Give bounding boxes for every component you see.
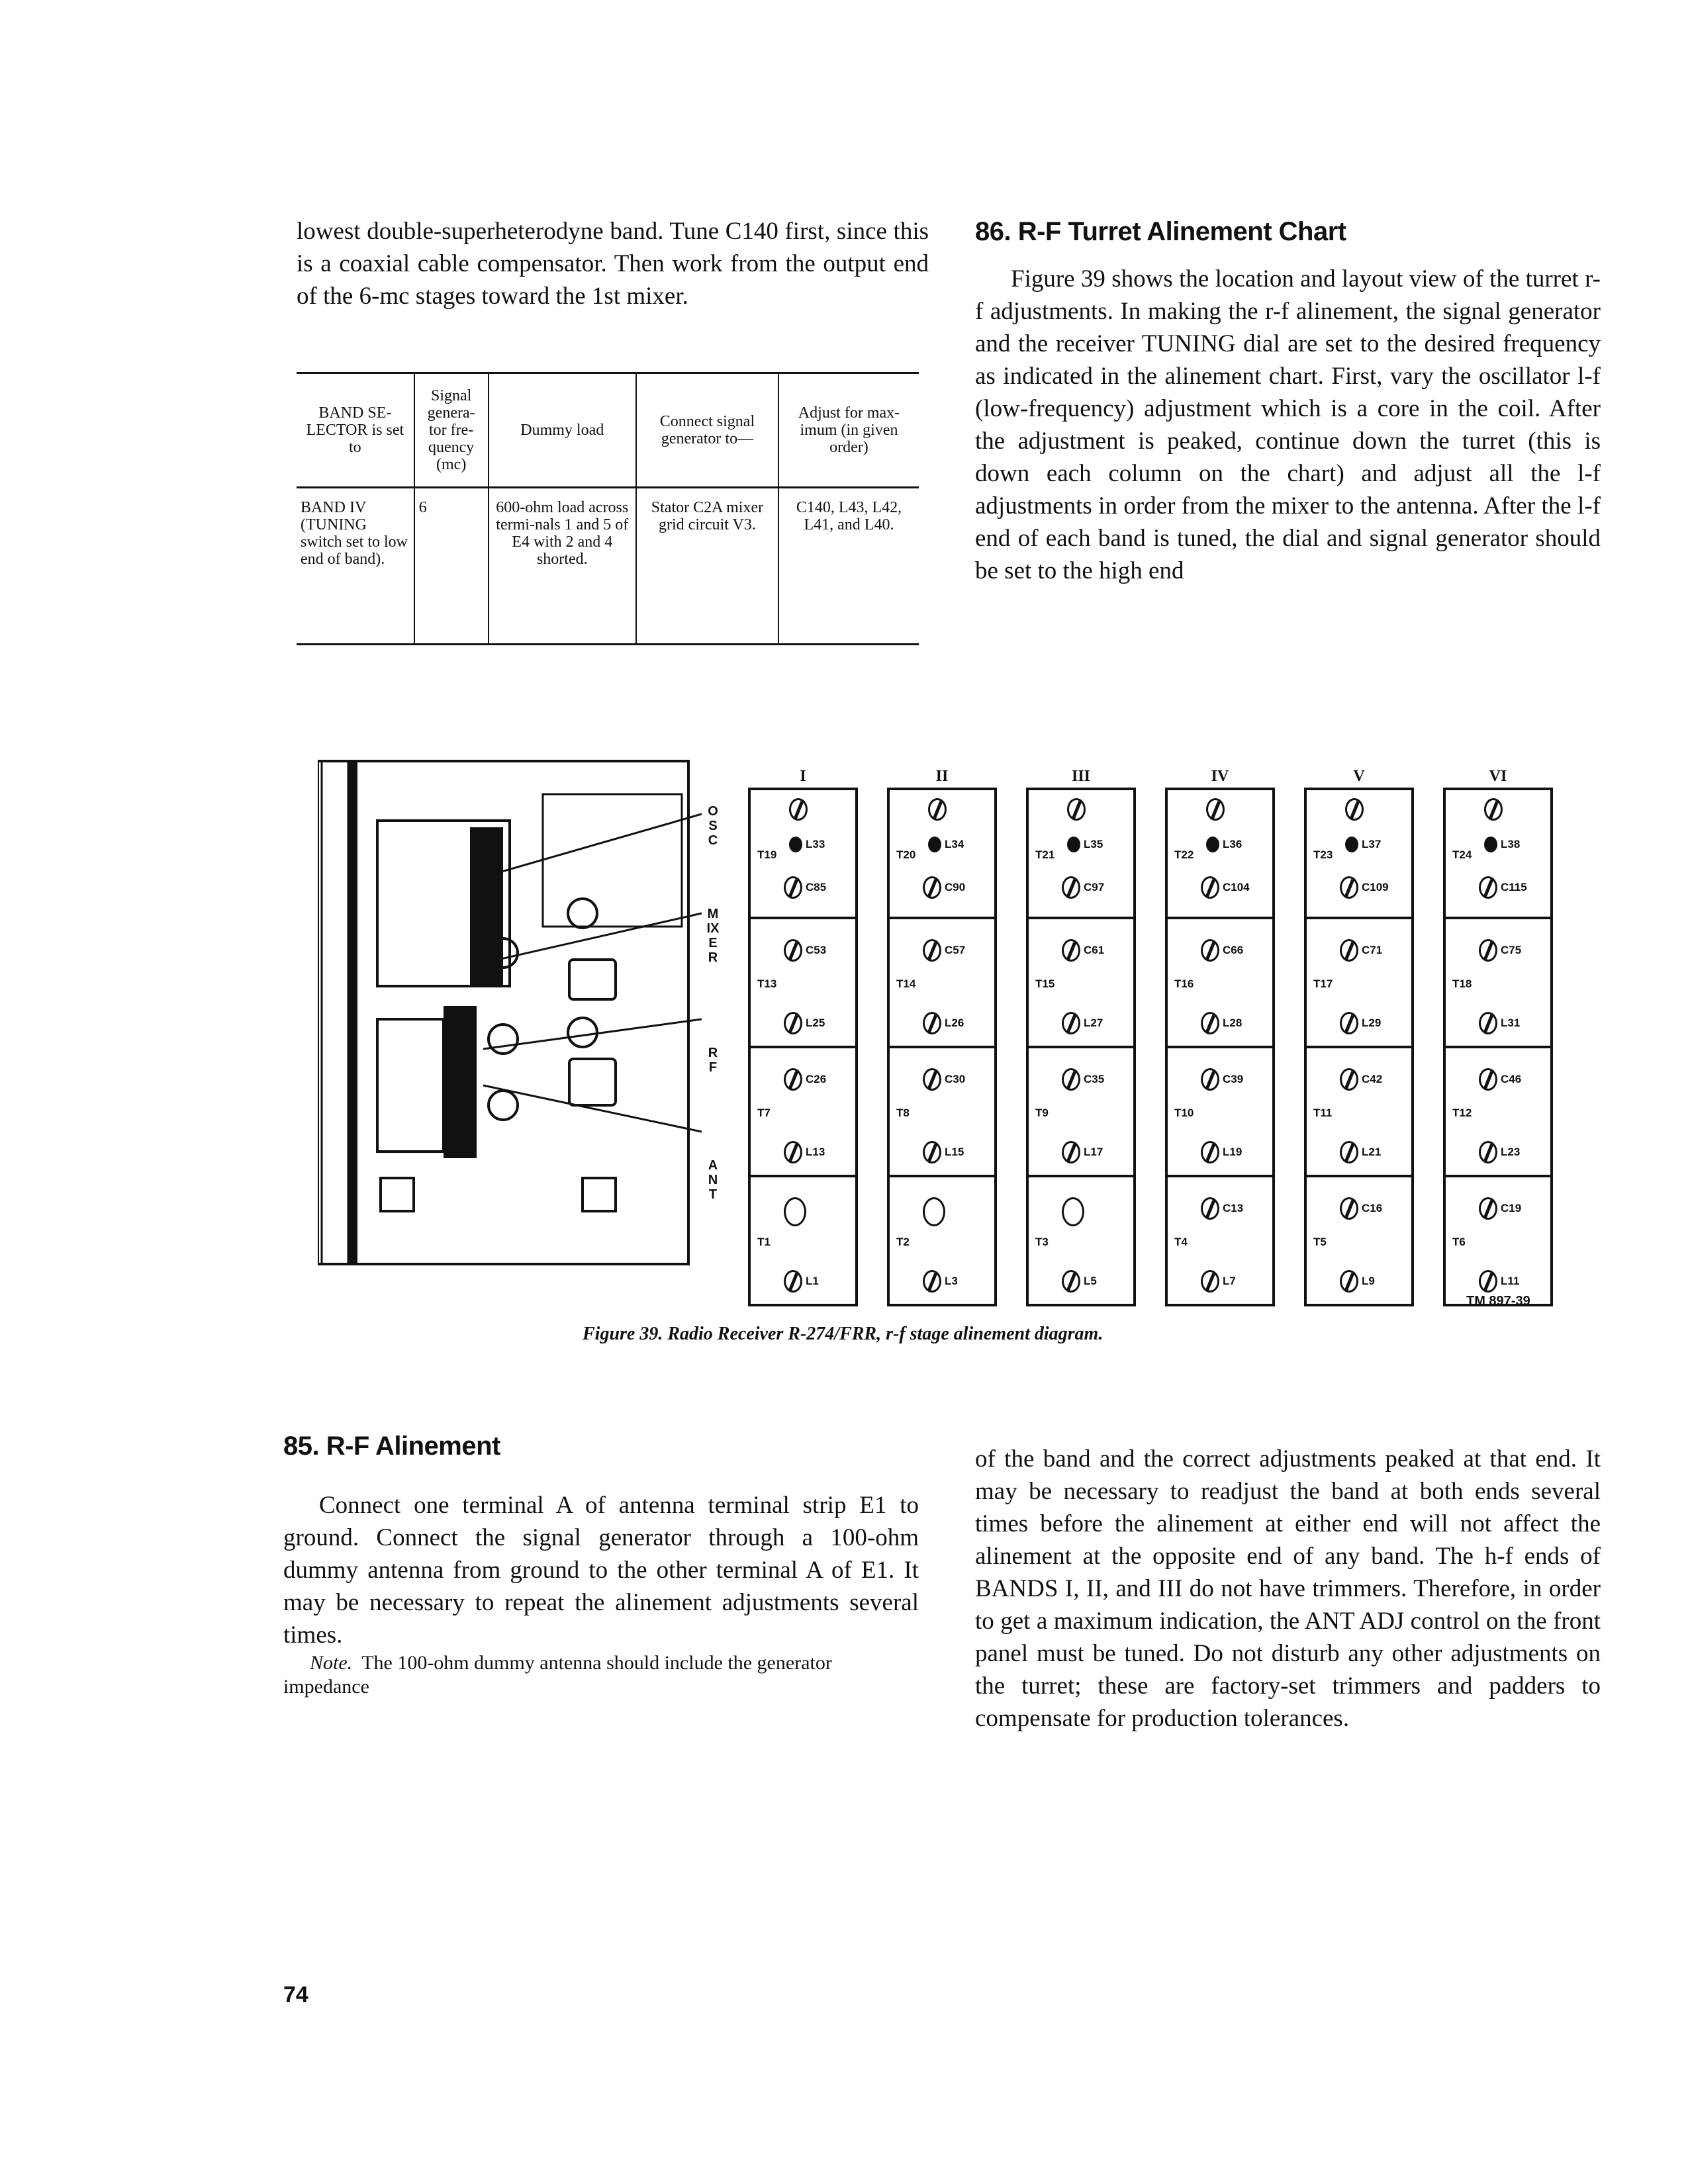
stage-box: [1165, 788, 1275, 919]
adjustment-point: [1201, 1197, 1243, 1220]
adjustment-point: [784, 876, 826, 899]
can-1: [569, 960, 616, 999]
adjustment-point: [1345, 798, 1364, 821]
alignment-table: [297, 372, 919, 645]
component-label: C13: [1223, 1202, 1244, 1214]
adjustment-screw-icon: [1340, 1197, 1358, 1220]
adjustment-point: [1340, 876, 1389, 899]
adjustment-screw-icon: [1340, 1270, 1358, 1293]
note-label: Note.: [310, 1652, 353, 1674]
adjustment-screw-icon: [928, 798, 947, 821]
adjustment-point: [1484, 798, 1503, 821]
transformer-label: T21: [1035, 848, 1055, 861]
header-signal-frequency: Signal genera-tor fre-quency (mc): [414, 373, 489, 488]
component-label: L7: [1223, 1275, 1236, 1287]
cell-frequency: 6: [414, 488, 489, 645]
table-header-row: [297, 373, 919, 488]
component-label: L36: [1223, 838, 1243, 850]
adjustment-screw-icon: [1201, 939, 1219, 962]
component-label: C46: [1501, 1073, 1522, 1085]
adjustment-point: [789, 837, 825, 852]
adjustment-point: [784, 1197, 806, 1226]
adjustment-point: [1484, 837, 1520, 852]
transformer-label: T9: [1035, 1107, 1049, 1119]
stage-box: [1165, 919, 1275, 1048]
transformer-label: T17: [1313, 978, 1333, 990]
adjustment-point: [1201, 939, 1243, 962]
adjustment-screw-icon: [1479, 876, 1497, 899]
mixer-leader-line: [483, 913, 702, 963]
component-label: L26: [945, 1017, 964, 1029]
band-column: [1304, 768, 1414, 1306]
component-label: L29: [1362, 1017, 1382, 1029]
adjustment-screw-icon: [1484, 837, 1497, 852]
adjustment-screw-icon: [1340, 939, 1358, 962]
band-column: [1026, 768, 1136, 1306]
adjustment-screw-icon: [923, 1141, 941, 1163]
cell-band-selector: BAND IV (TUNING switch set to low end of band).: [301, 499, 408, 568]
transformer-label: T1: [757, 1236, 771, 1248]
label-osc: OSC: [708, 804, 718, 848]
adjustment-point: [923, 939, 965, 962]
adjustment-point: [1062, 876, 1104, 899]
adjustment-screw-icon: [1201, 1270, 1219, 1293]
section-86-heading: 86. R-F Turret Alinement Chart: [975, 217, 1346, 246]
transformer-label: T14: [896, 978, 916, 990]
component-label: L38: [1501, 838, 1521, 850]
component-label: C115: [1501, 881, 1527, 893]
component-label: C53: [806, 944, 827, 956]
adjustment-screw-icon: [1340, 1141, 1358, 1163]
adjustment-point: [923, 1141, 964, 1163]
component-label: L31: [1501, 1017, 1521, 1029]
can-2: [569, 1059, 616, 1105]
section-86-paragraph: Figure 39 shows the location and layout view of the turret r-f adjustments. In making the r-f alinement, the signal generator and the receiver TUNING dial are set to the desired frequency as indicated in the alinement chart. First, vary the oscillator l-f (low-frequency) adjustment which is a core in the coil. After the adjustment is peaked, continue down the turret (this is down each column on the chart) and adjust all the l-f adjustments in order from the mixer to the antenna. After the l-f end of each band is tuned, the dial and signal generator should be set to the high end: [975, 265, 1601, 584]
stage-box: [748, 1048, 858, 1177]
component-label: C57: [945, 944, 966, 956]
adjustment-screw-icon: [1345, 837, 1358, 852]
adjustment-screw-icon: [1062, 1068, 1080, 1091]
stage-box: [1304, 919, 1414, 1048]
adjustment-point: [784, 1270, 819, 1293]
stage-box: [1165, 1177, 1275, 1306]
continued-paragraph: lowest double-superheterodyne band. Tune C140 first, since this is a coaxial cable compensator. Then work from the output end of the 6-mc stages toward the 1st mixer.: [297, 218, 929, 310]
figure-39: [291, 741, 1589, 1297]
adjustment-screw-icon: [1201, 1012, 1219, 1034]
tm-identifier: TM 897-39: [1466, 1294, 1530, 1308]
adjustment-screw-icon: [1067, 837, 1080, 852]
component-label: L13: [806, 1146, 825, 1158]
transformer-label: T4: [1174, 1236, 1188, 1248]
component-label: L27: [1084, 1017, 1103, 1029]
header-dummy-load: Dummy load: [489, 373, 636, 488]
stage-box: [1026, 1177, 1136, 1306]
label-rf: RF: [708, 1046, 718, 1075]
stage-box: [887, 788, 997, 919]
adjustment-point: [1340, 939, 1382, 962]
transformer-label: T15: [1035, 978, 1055, 990]
transformer-label: T12: [1452, 1107, 1472, 1119]
connector-1: [381, 1178, 414, 1211]
adjustment-point: [928, 798, 947, 821]
component-label: C26: [806, 1073, 827, 1085]
band-numeral: II: [935, 768, 949, 785]
stage-box: [1165, 1048, 1275, 1177]
adjustment-screw-icon: [923, 1270, 941, 1293]
transformer-label: T3: [1035, 1236, 1049, 1248]
adjustment-screw-icon: [923, 1012, 941, 1034]
transformer-label: T24: [1452, 848, 1472, 861]
stage-box: [887, 1048, 997, 1177]
adjustment-screw-icon: [784, 1068, 802, 1091]
stage-box: [1304, 1048, 1414, 1177]
component-label: L17: [1084, 1146, 1103, 1158]
component-label: L5: [1084, 1275, 1097, 1287]
adjustment-point: [784, 939, 826, 962]
rf-ant-board: [377, 1019, 444, 1152]
band-column: [1443, 768, 1553, 1306]
component-label: L11: [1501, 1275, 1520, 1287]
stage-box: [1443, 788, 1553, 919]
transformer-label: T19: [757, 848, 777, 861]
transformer-label: T20: [896, 848, 916, 861]
chassis-rail-shadow: [348, 761, 357, 1264]
adjustment-screw-icon: [923, 876, 941, 899]
adjustment-screw-icon: [1201, 1141, 1219, 1163]
transformer-label: T22: [1174, 848, 1194, 861]
adjustment-screw-icon: [1206, 798, 1225, 821]
adjustment-point: [1479, 1141, 1520, 1163]
adjustment-screw-icon: [928, 837, 941, 852]
adjustment-point: [784, 1012, 825, 1034]
adjustment-screw-icon: [1484, 798, 1503, 821]
transformer-label: T10: [1174, 1107, 1194, 1119]
adjustment-point: [1062, 1197, 1084, 1226]
receiver-chassis-illustration: [318, 754, 702, 1271]
rf-board-shadow: [444, 1006, 477, 1158]
adjustment-screw-icon: [1206, 837, 1219, 852]
section-85: [283, 1430, 919, 1699]
adjustment-screw-icon: [784, 876, 802, 899]
transformer-label: T2: [896, 1236, 910, 1248]
transformer-label: T18: [1452, 978, 1472, 990]
cell-dummy-load: 600-ohm load across termi-nals 1 and 5 of E4 with 2 and 4 shorted.: [489, 488, 636, 645]
band-column: [748, 768, 858, 1306]
component-label: L3: [945, 1275, 958, 1287]
label-ant: ANT: [708, 1158, 718, 1202]
adjustment-point: [1201, 1012, 1242, 1034]
component-label: C16: [1362, 1202, 1383, 1214]
stage-box: [748, 1177, 858, 1306]
component-label: L15: [945, 1146, 964, 1158]
adjustment-point: [1340, 1012, 1381, 1034]
component-label: C75: [1501, 944, 1522, 956]
adjustment-screw-icon: [923, 939, 941, 962]
transformer-label: T23: [1313, 848, 1333, 861]
adjustment-point: [1479, 1012, 1520, 1034]
adjustment-point: [1062, 939, 1104, 962]
component-label: C109: [1362, 881, 1389, 893]
component-label: C35: [1084, 1073, 1105, 1085]
label-mixer: MIXER: [706, 907, 720, 965]
component-label: C85: [806, 881, 827, 893]
note-text: The 100-ohm dummy antenna should include the generator impedance: [283, 1652, 832, 1698]
adjustment-screw-icon: [1201, 1068, 1219, 1091]
page-number: 74: [283, 1982, 308, 2007]
band-numeral: VI: [1489, 768, 1507, 785]
adjustment-screw-icon: [1062, 1197, 1084, 1226]
adjustment-screw-icon: [923, 1197, 945, 1226]
band-numeral: V: [1353, 768, 1365, 785]
osc-leader-line: [483, 814, 702, 877]
header-connect-signal: Connect signal generator to—: [636, 373, 778, 488]
adjustment-screw-icon: [789, 798, 808, 821]
adjustment-point: [1201, 876, 1250, 899]
adjustment-point: [1201, 1141, 1242, 1163]
adjustment-point: [923, 1270, 958, 1293]
adjustment-point: [1062, 1068, 1104, 1091]
adjustment-screw-icon: [1201, 876, 1219, 899]
adjustment-point: [1479, 1270, 1519, 1293]
adjustment-screw-icon: [1062, 939, 1080, 962]
component-label: L23: [1501, 1146, 1521, 1158]
component-label: L37: [1362, 838, 1382, 850]
adjustment-screw-icon: [1479, 1197, 1497, 1220]
adjustment-screw-icon: [1479, 1141, 1497, 1163]
tube-socket-1: [568, 899, 597, 928]
tube-socket-5: [489, 1091, 518, 1120]
transformer-label: T16: [1174, 978, 1194, 990]
adjustment-screw-icon: [784, 939, 802, 962]
band-numeral: III: [1071, 768, 1091, 785]
adjustment-point: [923, 1068, 965, 1091]
section-86: [975, 215, 1601, 587]
adjustment-screw-icon: [784, 1141, 802, 1163]
component-label: C19: [1501, 1202, 1522, 1214]
adjustment-screw-icon: [1340, 876, 1358, 899]
adjustment-screw-icon: [784, 1012, 802, 1034]
adjustment-screw-icon: [1062, 1012, 1080, 1034]
adjustment-screw-icon: [1062, 1141, 1080, 1163]
adjustment-point: [1340, 1068, 1382, 1091]
adjustment-point: [1201, 1270, 1236, 1293]
adjustment-screw-icon: [784, 1270, 802, 1293]
stage-box: [1026, 919, 1136, 1048]
adjustment-screw-icon: [1201, 1197, 1219, 1220]
adjustment-screw-icon: [1479, 1012, 1497, 1034]
stage-box: [1026, 788, 1136, 919]
table-row: [297, 488, 919, 645]
component-label: C66: [1223, 944, 1244, 956]
component-label: C104: [1223, 881, 1250, 893]
shield-cover: [543, 794, 682, 927]
adjustment-point: [1067, 798, 1086, 821]
adjustment-point: [784, 1141, 825, 1163]
adjustment-screw-icon: [1479, 939, 1497, 962]
tube-socket-3: [568, 1018, 597, 1047]
adjustment-screw-icon: [1340, 1012, 1358, 1034]
adjustment-screw-icon: [1062, 1270, 1080, 1293]
chassis-rail: [322, 761, 348, 1264]
stage-box: [1304, 1177, 1414, 1306]
band-column: [1165, 768, 1275, 1306]
component-label: L34: [945, 838, 964, 850]
adjustment-point: [1340, 1270, 1375, 1293]
stage-box: [887, 1177, 997, 1306]
header-band-selector: BAND SE-LECTOR is set to: [297, 373, 414, 488]
cell-connect-to: Stator C2A mixer grid circuit V3.: [636, 488, 778, 645]
section-85-heading: 85. R-F Alinement: [283, 1432, 500, 1461]
top-left-column: [297, 215, 929, 312]
adjustment-point: [928, 837, 964, 852]
stage-box: [887, 919, 997, 1048]
adjustment-point: [923, 876, 965, 899]
cell-adjust-order: C140, L43, L42, L41, and L40.: [778, 488, 919, 645]
component-label: C39: [1223, 1073, 1244, 1085]
adjustment-point: [923, 1012, 964, 1034]
adjustment-point: [789, 798, 808, 821]
tube-socket-4: [489, 1024, 518, 1054]
adjustment-screw-icon: [1340, 1068, 1358, 1091]
stage-box: [1443, 1048, 1553, 1177]
adjustment-point: [1206, 798, 1225, 821]
component-label: C90: [945, 881, 966, 893]
adjustment-point: [1206, 837, 1242, 852]
component-label: L28: [1223, 1017, 1243, 1029]
component-label: C61: [1084, 944, 1105, 956]
component-label: L19: [1223, 1146, 1243, 1158]
header-adjust-for-max: Adjust for max-imum (in given order): [778, 373, 919, 488]
transformer-label: T7: [757, 1107, 771, 1119]
adjustment-screw-icon: [789, 837, 802, 852]
stage-box: [1443, 919, 1553, 1048]
band-column: [887, 768, 997, 1306]
adjustment-screw-icon: [1479, 1270, 1497, 1293]
component-label: C30: [945, 1073, 966, 1085]
component-label: C42: [1362, 1073, 1383, 1085]
adjustment-point: [1345, 837, 1381, 852]
component-label: L1: [806, 1275, 819, 1287]
stage-box: [1026, 1048, 1136, 1177]
adjustment-screw-icon: [1062, 876, 1080, 899]
transformer-label: T11: [1313, 1107, 1333, 1119]
stage-box: [1304, 788, 1414, 919]
adjustment-point: [1067, 837, 1103, 852]
adjustment-point: [1062, 1141, 1103, 1163]
adjustment-screw-icon: [923, 1068, 941, 1091]
stage-box: [748, 919, 858, 1048]
figure-caption: Figure 39. Radio Receiver R-274/FRR, r-f stage alinement diagram.: [583, 1324, 1103, 1344]
stage-box: [748, 788, 858, 919]
adjustment-point: [1479, 939, 1521, 962]
adjustment-screw-icon: [1067, 798, 1086, 821]
adjustment-point: [1062, 1012, 1103, 1034]
section-85-paragraph: Connect one terminal A of antenna terminal strip E1 to ground. Connect the signal generator through a 100-ohm dummy antenna from ground to the other terminal A of E1. It may be necessary to repeat the alinement adjustments several times.: [283, 1492, 919, 1649]
transformer-label: T13: [757, 978, 777, 990]
component-label: L25: [806, 1017, 825, 1029]
connector-2: [583, 1178, 616, 1211]
transformer-label: T5: [1313, 1236, 1327, 1248]
component-label: C97: [1084, 881, 1105, 893]
adjustment-screw-icon: [784, 1197, 806, 1226]
adjustment-point: [1201, 1068, 1243, 1091]
transformer-label: T8: [896, 1107, 910, 1119]
adjustment-point: [1479, 1068, 1521, 1091]
band-numeral: IV: [1211, 768, 1229, 785]
adjustment-point: [1340, 1197, 1382, 1220]
continued-paragraph-86: of the band and the correct adjustments peaked at that end. It may be necessary to readjust the band at both ends several times before the alinement at either end will not affect the alinement at the opposite end of any band. The h-f ends of BANDS I, II, and III do not have trimmers. Therefore, in order to get a maximum indication, the ANT ADJ control on the front panel must be tuned. Do not disturb any other adjustments on the turret; these are factory-set trimmers and padders to compensate for production tolerances.: [975, 1445, 1601, 1732]
adjustment-screw-icon: [1479, 1068, 1497, 1091]
component-label: L21: [1362, 1146, 1382, 1158]
component-label: L35: [1084, 838, 1103, 850]
adjustment-point: [784, 1068, 826, 1091]
band-numeral: I: [800, 768, 806, 785]
component-label: L33: [806, 838, 825, 850]
transformer-label: T6: [1452, 1236, 1466, 1248]
adjustment-point: [1062, 1270, 1097, 1293]
component-label: L9: [1362, 1275, 1375, 1287]
component-label: C71: [1362, 944, 1383, 956]
note: [283, 1651, 919, 1699]
adjustment-point: [1479, 876, 1527, 899]
adjustment-point: [923, 1197, 945, 1226]
adjustment-point: [1479, 1197, 1521, 1220]
adjustment-point: [1340, 1141, 1381, 1163]
adjustment-screw-icon: [1345, 798, 1364, 821]
stage-box: [1443, 1177, 1553, 1306]
bottom-right-column: [975, 1443, 1601, 1735]
